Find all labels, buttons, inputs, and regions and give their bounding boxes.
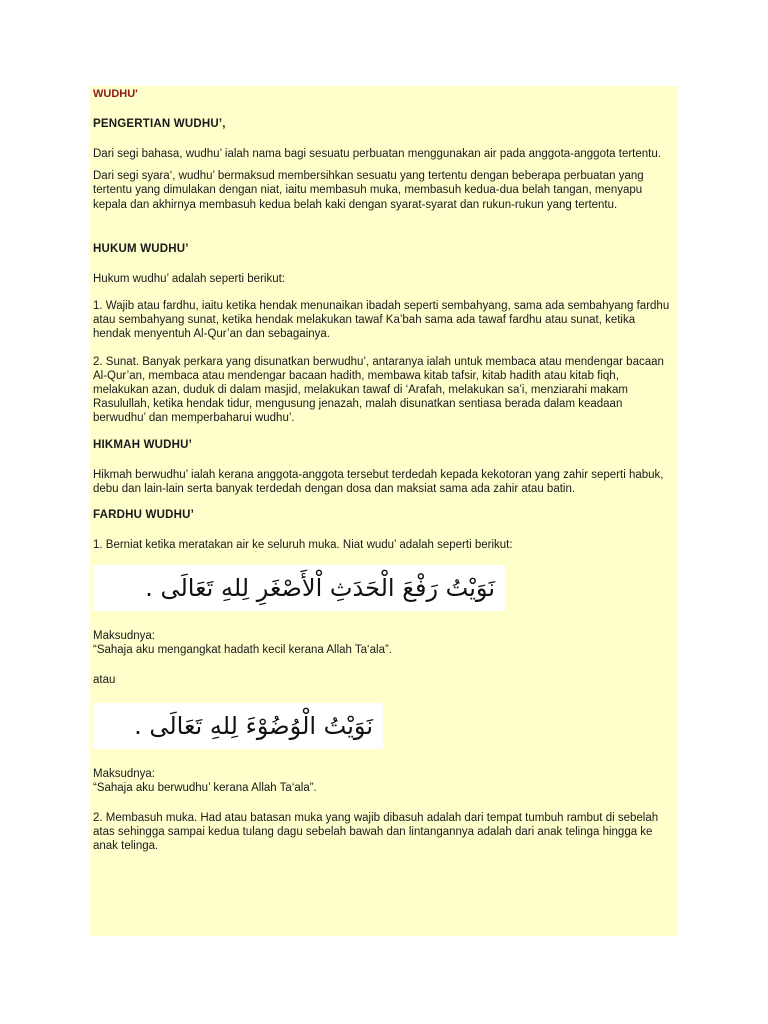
- arabic-niat-box-1: [93, 565, 505, 611]
- paragraph-fardhu-muka: 2. Membasuh muka. Had atau batasan muka yang wajib dibasuh adalah dari tempat tumbuh rambut di sebelah atas sehingga sampai kedua tulang dagu sebelah bawah dan lintangannya adalah dari anak telinga hingga ke anak telinga.: [93, 812, 659, 853]
- arabic-niat-text-1: نَوَيْتُ رَفْعَ الْحَدَثِ اْلأَصْغَرِ لِلهِ تَعَالَى .: [145, 574, 495, 603]
- maksud-label-1: Maksudnya:: [93, 630, 156, 643]
- heading-fardhu: FARDHU WUDHU’: [93, 509, 194, 522]
- paragraph-hukum-wajib: 1. Wajib atau fardhu, iaitu ketika hendak menunaikan ibadah seperti sembahyang, sama ada sembahyang fardhu atau sembahyang sunat, ketika hendak melakukan tawaf Ka’bah sama ada tawaf fardhu atau sunat, ketika hendak menyentuh Al-Qur’an dan sebagainya.: [93, 300, 670, 341]
- paragraph-pengertian-syara: Dari segi syara‘, wudhu’ bermaksud membersihkan sesuatu yang tertentu dengan beberapa perbuatan yang tertentu yang dimulakan dengan niat, iaitu membasuh muka, membasuh kedua-dua belah tangan, menyapu kepala dan akhirnya membasuh kedua belah kaki dengan syarat-syarat dan rukun-rukun yang tertentu.: [93, 170, 644, 211]
- maksud-text-1: “Sahaja aku mengangkat hadath kecil kerana Allah Ta‘ala”.: [93, 644, 392, 657]
- paragraph-pengertian-bahasa: Dari segi bahasa, wudhu’ ialah nama bagi sesuatu perbuatan menggunakan air pada anggota-anggota tertentu.: [93, 148, 661, 160]
- heading-hukum: HUKUM WUDHU’: [93, 242, 189, 255]
- maksud-text-2: “Sahaja aku berwudhu’ kerana Allah Ta‘ala”.: [93, 781, 317, 794]
- paragraph-hukum-intro: Hukum wudhu’ adalah seperti berikut:: [93, 272, 285, 285]
- paragraph-hikmah: Hikmah berwudhu’ ialah kerana anggota-anggota tersebut terdedah kepada kekotoran yang zahir seperti habuk, debu dan lain-lain serta banyak terdedah dengan dosa dan maksiat sama ada zahir atau batin.: [93, 468, 664, 495]
- atau-text: atau: [93, 673, 116, 686]
- paragraph-fardhu-niat: 1. Berniat ketika meratakan air ke seluruh muka. Niat wudu’ adalah seperti berikut:: [93, 539, 513, 552]
- maksud-label-2: Maksudnya:: [93, 767, 156, 780]
- paragraph-hukum-sunat: 2. Sunat. Banyak perkara yang disunatkan berwudhu’, antaranya ialah untuk membaca atau mendengar bacaan Al-Qur’an, membaca atau mendengar bacaan hadith, membawa kitab tafsir, kitab hadith atau kitab fiqh, melakukan azan, duduk di dalam masjid, melakukan tawaf di ‘Arafah, melakukan sa’i, menziarahi makam Rasulullah, ketika hendak tidur, mengusung jenazah, malah disunatkan sentiasa berada dalam keadaan berwudhu’ dan memperbaharui wudhu’.: [93, 355, 664, 425]
- document-content: [90, 86, 678, 854]
- arabic-niat-box-2: [93, 703, 383, 749]
- heading-pengertian: PENGERTIAN WUDHU’,: [93, 118, 226, 130]
- maksud-block-2: [93, 767, 674, 795]
- maksud-block-1: [93, 629, 674, 657]
- arabic-niat-text-2: نَوَيْتُ الْوُضُوْءَ لِلهِ تَعَالَى .: [134, 711, 373, 740]
- heading-hikmah: HIKMAH WUDHU’: [93, 438, 193, 451]
- document-page: [90, 86, 678, 936]
- document-title: WUDHU': [93, 88, 138, 100]
